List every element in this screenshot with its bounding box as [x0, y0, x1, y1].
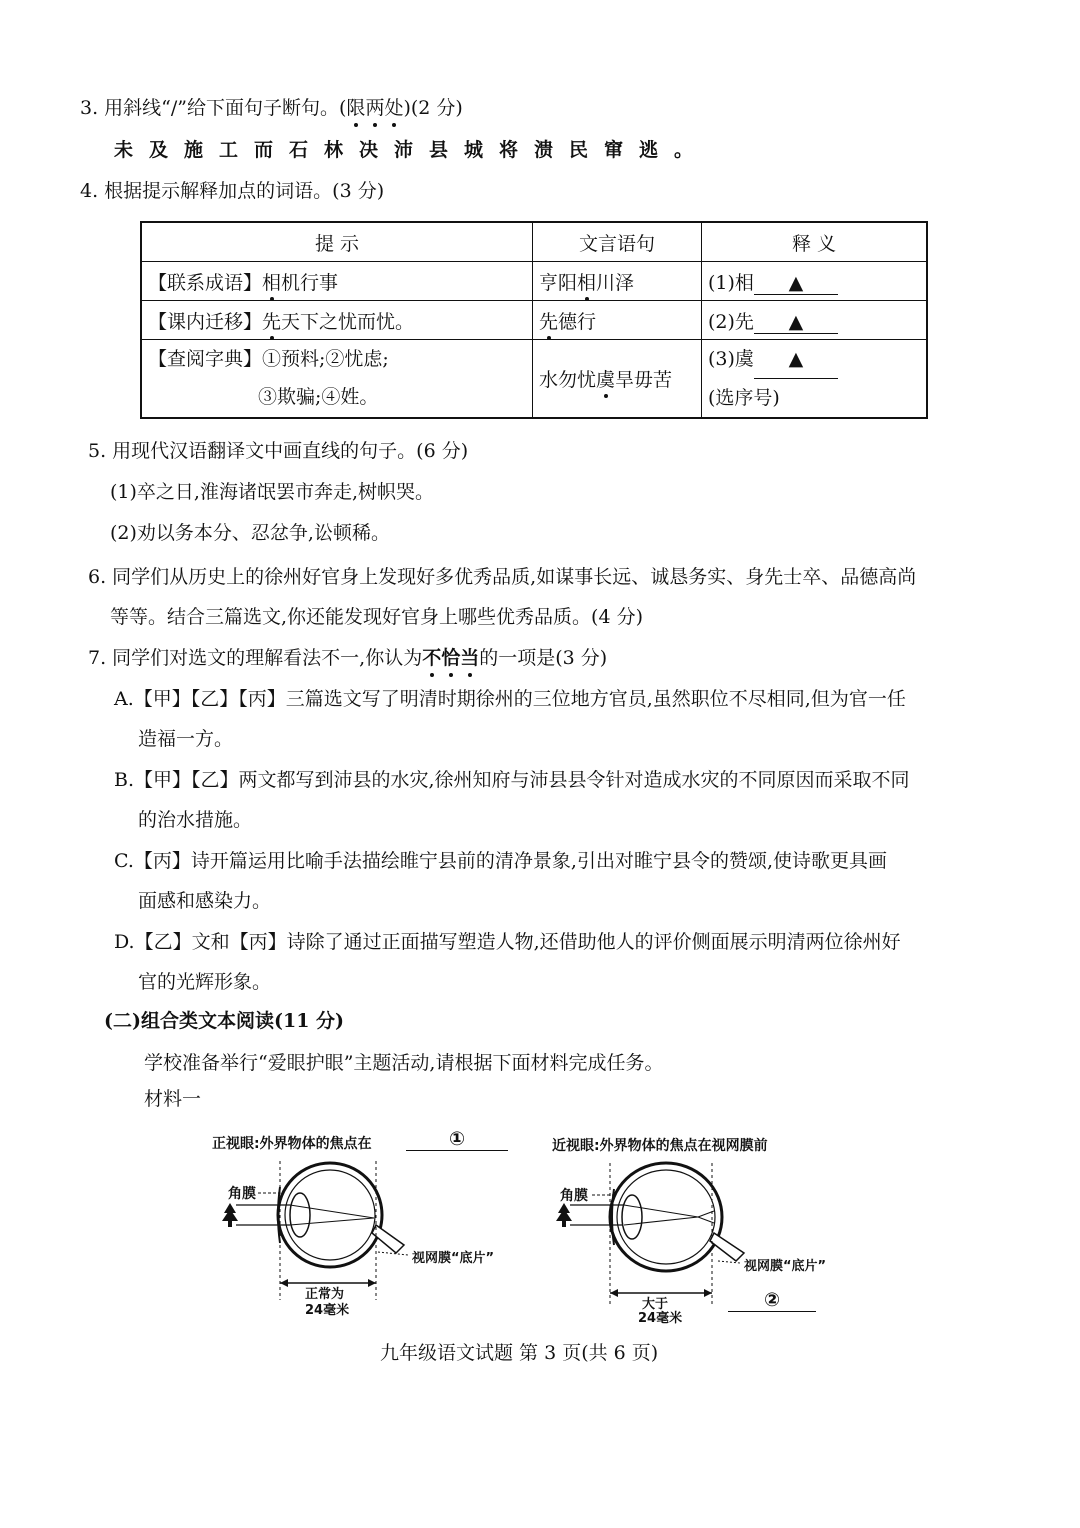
q5-stem: 5. 用现代汉语翻译文中画直线的句子。(6 分) — [88, 440, 469, 462]
q4-row3-answer — [702, 340, 928, 419]
dotted-char: 相 — [262, 268, 281, 295]
q7-option-d-line2[interactable]: 官的光辉形象。 — [138, 971, 272, 993]
q4-row2-hint — [141, 301, 533, 340]
dotted-char: 虞 — [596, 365, 615, 392]
page-footer: 九年级语文试题 第 3 页(共 6 页) — [380, 1342, 659, 1364]
table-row — [141, 262, 927, 301]
sentence-text: 川泽 — [596, 271, 635, 294]
diagram-myopic-eye — [548, 1125, 868, 1325]
dotted-char: 相 — [577, 268, 596, 295]
q7-option-c-line2[interactable]: 面感和感染力。 — [138, 890, 272, 912]
answer-blank[interactable]: ▲ — [754, 340, 838, 379]
q7-option-a-line1[interactable]: A.【甲】【乙】【丙】三篇选文写了明清时期徐州的三位地方官员,虽然职位不尽相同,但为官一任 — [114, 688, 906, 710]
q4-header-meaning: 释 义 — [702, 222, 928, 262]
q4-row3-sentence — [533, 340, 702, 419]
q4-row2-sentence — [533, 301, 702, 340]
q5-sentence-2: (2)劝以务本分、忍忿争,讼顿稀。 — [110, 522, 390, 544]
cornea-label: 角膜 — [228, 1186, 256, 1202]
q4-header-sentence: 文言语句 — [533, 222, 702, 262]
q7-stem-dotted — [422, 647, 479, 669]
sentence-text: 旱毋苦 — [615, 369, 673, 391]
q4-stem: 4. 根据提示解释加点的词语。(3 分) — [80, 180, 385, 202]
dotted-char: 恰 — [441, 647, 461, 669]
eye-diagram-icon — [200, 1125, 520, 1325]
retina-label: 视网膜“底片” — [744, 1259, 827, 1274]
sentence-text: 亨阳 — [539, 271, 578, 294]
diagram-left-title: 正视眼:外界物体的焦点在 — [212, 1136, 372, 1152]
diagram-normal-eye — [200, 1125, 520, 1325]
hint-text: 天下之忧而忧。 — [281, 310, 415, 333]
q4-table — [140, 221, 928, 419]
answer-note: (选序号) — [708, 387, 780, 409]
sentence-text: 水勿忧 — [539, 369, 597, 391]
measure-label: 正常为 — [305, 1287, 345, 1302]
dotted-char: 限 — [346, 97, 366, 119]
q3-sentence: 未及施工而石林决沛县城将溃民窜逃。 — [114, 139, 710, 161]
diagram-right-title: 近视眼:外界物体的焦点在视网膜前 — [552, 1138, 768, 1154]
cornea-label: 角膜 — [560, 1188, 588, 1204]
q7-option-a-line2[interactable]: 造福一方。 — [138, 728, 234, 750]
table-row — [141, 340, 927, 419]
hint-text: 机行事 — [281, 271, 339, 294]
answer-blank[interactable]: ▲ — [754, 311, 838, 334]
sentence-text: 德行 — [558, 310, 597, 333]
dotted-char: 两 — [365, 97, 385, 119]
q4-row1-sentence — [533, 262, 702, 301]
q6-line-2: 等等。结合三篇选文,你还能发现好官身上哪些优秀品质。(4 分) — [110, 606, 643, 628]
q7-stem-suffix: 的一项是(3 分) — [479, 647, 608, 669]
q4-row1-answer — [702, 262, 928, 301]
q4-row1-hint — [141, 262, 533, 301]
q5-sentence-1: (1)卒之日,淮海诸氓罢市奔走,树帜哭。 — [110, 481, 434, 503]
table-row — [141, 301, 927, 340]
q3-stem-suffix: )(2 分) — [403, 97, 463, 119]
q7-option-b-line1[interactable]: B.【甲】【乙】两文都写到沛县的水灾,徐州知府与沛县县令针对造成水灾的不同原因而采取不同 — [114, 769, 910, 791]
q6-line-1: 6. 同学们从历史上的徐州好官身上发现好多优秀品质,如谋事长远、诚恳务实、身先士卒、品德高尚 — [88, 566, 917, 588]
q7-stem-prefix: 7. 同学们对选文的理解看法不一,你认为 — [88, 647, 423, 669]
q4-row3-hint — [141, 340, 533, 419]
blank-2[interactable]: ② — [728, 1289, 816, 1312]
measure-value: 24毫米 — [305, 1303, 350, 1318]
blank-1[interactable]: ① — [406, 1128, 508, 1151]
dotted-char: 处 — [384, 97, 404, 119]
q4-header-hint: 提 示 — [141, 222, 533, 262]
hint-text: 【查阅字典】①预料;②忧虑; — [148, 348, 389, 370]
section2-title: (二)组合类文本阅读(11 分) — [104, 1010, 345, 1032]
answer-label: (1)相 — [708, 271, 754, 294]
q3-stem-prefix: 3. 用斜线“/”给下面句子断句。( — [80, 97, 347, 119]
dotted-char: 先 — [539, 307, 558, 334]
section2-material: 材料一 — [144, 1088, 202, 1110]
q3-stem-dotted — [346, 97, 403, 119]
dotted-char: 不 — [422, 647, 442, 669]
dotted-char: 当 — [460, 647, 480, 669]
hint-label: 【联系成语】 — [148, 271, 263, 294]
q3-stem — [80, 95, 463, 121]
section2-intro: 学校准备举行“爱眼护眼”主题活动,请根据下面材料完成任务。 — [144, 1052, 664, 1074]
dotted-char: 先 — [262, 307, 281, 334]
answer-label: (3)虞 — [708, 348, 754, 370]
q4-row2-answer — [702, 301, 928, 340]
hint-text: ③欺骗;④姓。 — [258, 386, 379, 408]
q7-option-c-line1[interactable]: C.【丙】诗开篇运用比喻手法描绘睢宁县前的清净景象,引出对睢宁县令的赞颂,使诗歌更具画 — [114, 850, 887, 872]
answer-label: (2)先 — [708, 310, 754, 333]
measure-value: 24毫米 — [638, 1311, 683, 1326]
q7-option-b-line2[interactable]: 的治水措施。 — [138, 809, 253, 831]
q7-option-d-line1[interactable]: D.【乙】文和【丙】诗除了通过正面描写塑造人物,还借助他人的评价侧面展示明清两位徐州好 — [114, 931, 901, 953]
eye-diagram-icon — [548, 1125, 868, 1325]
measure-label: 大于 — [642, 1297, 669, 1312]
retina-label: 视网膜“底片” — [412, 1251, 495, 1266]
answer-blank[interactable]: ▲ — [754, 272, 838, 295]
q7-stem — [88, 645, 607, 671]
hint-label: 【课内迁移】 — [148, 310, 263, 333]
